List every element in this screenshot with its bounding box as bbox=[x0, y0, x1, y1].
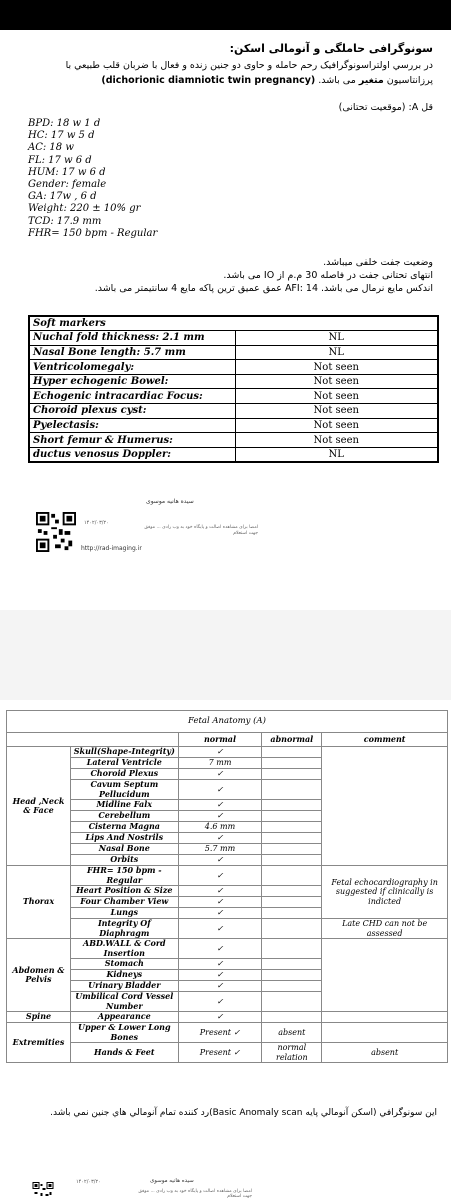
anatomy-item: Choroid Plexus bbox=[70, 769, 178, 780]
table-row bbox=[29, 389, 438, 404]
anatomy-normal: ✓ bbox=[178, 959, 262, 970]
anatomy-item: Lips And Nostrils bbox=[70, 833, 178, 844]
anatomy-item: Cisterna Magna bbox=[70, 822, 178, 833]
table-row bbox=[29, 447, 438, 462]
anatomy-abnormal bbox=[262, 747, 322, 758]
marker-label: Echogenic intracardiac Focus: bbox=[29, 389, 235, 404]
intro-english: (dichorionic diamniotic twin pregnancy) bbox=[101, 75, 316, 86]
basic-anomaly-note: این سونوگرافي (اسکن آنومالي پایه Basic Anomaly scan)رد کننده تمام آنومالي هاي جنين نمي باشد. bbox=[50, 1108, 437, 1118]
region-extremities: Extremities bbox=[7, 1023, 71, 1063]
anatomy-abnormal bbox=[262, 866, 322, 886]
soft-markers-header-row bbox=[29, 316, 438, 331]
table-row bbox=[29, 433, 438, 448]
anatomy-abnormal bbox=[262, 939, 322, 959]
anatomy-item: Midline Falx bbox=[70, 800, 178, 811]
biometry-item: TCD: 17.9 mm bbox=[28, 215, 102, 227]
biometry-item: HUM: 17 w 6 d bbox=[28, 166, 106, 178]
anatomy-normal: ✓ bbox=[178, 1012, 262, 1023]
signature-date: ۱۴۰۲/۰۳/۲۰ bbox=[84, 520, 109, 526]
anatomy-abnormal bbox=[262, 1012, 322, 1023]
report-title: سونوگرافی حاملگی و آنومالی اسکن: bbox=[229, 42, 433, 55]
twin-a-label: قل A: (موقعیت تحتانی) bbox=[338, 102, 433, 113]
anatomy-comment bbox=[322, 1023, 448, 1043]
anatomy-item: Hands & Feet bbox=[70, 1043, 178, 1063]
table-row bbox=[7, 866, 448, 886]
anatomy-comment-spine bbox=[322, 1012, 448, 1023]
region-spine: Spine bbox=[7, 1012, 71, 1023]
col-abnormal: abnormal bbox=[262, 733, 322, 747]
anatomy-normal: ✓ bbox=[178, 811, 262, 822]
signature-note: امضا برای مشاهده اصالت و پایگاه خود به وب رادی ... موفق جهت استعلام bbox=[138, 1189, 252, 1199]
anatomy-normal: ✓ bbox=[178, 992, 262, 1012]
table-row bbox=[29, 345, 438, 360]
thorax-comment-chd: Late CHD can not be assessed bbox=[322, 919, 448, 939]
marker-label: ductus venosus Doppler: bbox=[29, 447, 235, 462]
biometry-item: GA: 17w , 6 d bbox=[28, 191, 97, 203]
anatomy-normal: Present ✓ bbox=[178, 1043, 262, 1063]
biometry-item: AC: 18 w bbox=[28, 142, 74, 154]
anatomy-abnormal bbox=[262, 908, 322, 919]
anatomy-item: Cavum Septum Pellucidum bbox=[70, 780, 178, 800]
col-normal: normal bbox=[178, 733, 262, 747]
table-row bbox=[29, 404, 438, 419]
biometry-item: BPD: 18 w 1 d bbox=[28, 118, 101, 129]
anatomy-normal: ✓ bbox=[178, 780, 262, 800]
anatomy-normal: ✓ bbox=[178, 919, 262, 939]
anatomy-item: Umbilical Cord Vessel Number bbox=[70, 992, 178, 1012]
anatomy-normal: ✓ bbox=[178, 908, 262, 919]
anatomy-abnormal bbox=[262, 886, 322, 897]
table-row bbox=[29, 374, 438, 389]
anatomy-item: Integrity Of Diaphragm bbox=[70, 919, 178, 939]
anatomy-normal: ✓ bbox=[178, 897, 262, 908]
marker-label: Nuchal fold thickness: 2.1 mm bbox=[29, 331, 235, 346]
qr-code-icon[interactable] bbox=[36, 512, 76, 552]
anatomy-normal: ✓ bbox=[178, 981, 262, 992]
biometry-item: FHR= 150 bpm - Regular bbox=[28, 227, 158, 239]
anatomy-item: Lungs bbox=[70, 908, 178, 919]
marker-label: Hyper echogenic Bowel: bbox=[29, 374, 235, 389]
anatomy-abnormal bbox=[262, 970, 322, 981]
marker-label: Nasal Bone length: 5.7 mm bbox=[29, 345, 235, 360]
marker-label: Choroid plexus cyst: bbox=[29, 404, 235, 419]
top-black-bar bbox=[0, 0, 451, 30]
anatomy-item: Orbits bbox=[70, 855, 178, 866]
anatomy-abnormal bbox=[262, 822, 322, 833]
anatomy-abnormal bbox=[262, 855, 322, 866]
signer-name: سیده هانیه موسوی bbox=[150, 1178, 194, 1184]
page-gap bbox=[0, 610, 451, 700]
marker-value: Not seen bbox=[235, 404, 438, 419]
anatomy-title: Fetal Anatomy (A) bbox=[7, 711, 448, 733]
anatomy-normal: ✓ bbox=[178, 939, 262, 959]
anatomy-normal: ✓ bbox=[178, 800, 262, 811]
region-head: Head ,Neck & Face bbox=[7, 747, 71, 866]
anatomy-item: Appearance bbox=[70, 1012, 178, 1023]
signature-date: ۱۴۰۲/۰۳/۲۰ bbox=[76, 1179, 101, 1185]
marker-value: Not seen bbox=[235, 418, 438, 433]
anatomy-normal: ✓ bbox=[178, 769, 262, 780]
anatomy-abnormal bbox=[262, 981, 322, 992]
col-comment: comment bbox=[322, 733, 448, 747]
marker-value: Not seen bbox=[235, 360, 438, 375]
marker-value: Not seen bbox=[235, 374, 438, 389]
table-row bbox=[7, 1043, 448, 1063]
fetal-anatomy-table bbox=[6, 710, 448, 1063]
anatomy-abnormal: absent bbox=[262, 1023, 322, 1043]
table-row bbox=[7, 939, 448, 959]
marker-value: NL bbox=[235, 331, 438, 346]
anatomy-abnormal: normal relation bbox=[262, 1043, 322, 1063]
signature-block bbox=[36, 480, 256, 570]
anatomy-normal: 5.7 mm bbox=[178, 844, 262, 855]
anatomy-abnormal bbox=[262, 811, 322, 822]
report-intro bbox=[13, 58, 433, 88]
anatomy-comment-abdomen bbox=[322, 939, 448, 1012]
intro-pre: پرزانتاسیون bbox=[383, 75, 433, 86]
anatomy-normal: ✓ bbox=[178, 886, 262, 897]
biometry-item: FL: 17 w 6 d bbox=[28, 154, 92, 166]
anatomy-normal: ✓ bbox=[178, 747, 262, 758]
biometry-item: Weight: 220 ± 10% gr bbox=[28, 203, 141, 215]
anatomy-item: FHR= 150 bpm - Regular bbox=[70, 866, 178, 886]
anatomy-abnormal bbox=[262, 780, 322, 800]
anatomy-item: Four Chamber View bbox=[70, 897, 178, 908]
anatomy-normal: ✓ bbox=[178, 866, 262, 886]
region-thorax: Thorax bbox=[7, 866, 71, 939]
biometry-item: Gender: female bbox=[28, 179, 107, 191]
signature-block-2 bbox=[32, 1178, 252, 1200]
table-row bbox=[7, 919, 448, 939]
anatomy-abnormal bbox=[262, 919, 322, 939]
anatomy-normal: Present ✓ bbox=[178, 1023, 262, 1043]
anatomy-item: Stomach bbox=[70, 959, 178, 970]
placenta-line-2: انتهای تحتانی جفت در فاصله 30 م.م از IO می باشد. bbox=[223, 270, 433, 281]
table-row bbox=[7, 747, 448, 758]
qr-code-icon[interactable] bbox=[32, 1182, 54, 1200]
marker-value: NL bbox=[235, 345, 438, 360]
header-blank bbox=[7, 733, 179, 747]
anatomy-abnormal bbox=[262, 844, 322, 855]
anatomy-normal: ✓ bbox=[178, 970, 262, 981]
anatomy-item: Cerebellum bbox=[70, 811, 178, 822]
intro-line-1: در بررسي اولتراسونوگرافيک رحم حامله و حاوی دو جنین زنده و فعال با ضربان قلب طبیعي با bbox=[65, 60, 433, 71]
table-row bbox=[29, 418, 438, 433]
anatomy-item: Nasal Bone bbox=[70, 844, 178, 855]
anatomy-item: Urinary Bladder bbox=[70, 981, 178, 992]
thorax-comment-echo: Fetal echocardiography in suggested if clinically is indicted bbox=[322, 866, 448, 919]
intro-bold: متغیر bbox=[358, 75, 384, 86]
anatomy-item: Upper & Lower Long Bones bbox=[70, 1023, 178, 1043]
marker-label: Short femur & Humerus: bbox=[29, 433, 235, 448]
anatomy-comment-head bbox=[322, 747, 448, 866]
placenta-section bbox=[13, 256, 433, 295]
anatomy-abnormal bbox=[262, 769, 322, 780]
marker-value: Not seen bbox=[235, 389, 438, 404]
signer-name: سیده هانیه موسوی bbox=[146, 498, 194, 505]
anatomy-normal: ✓ bbox=[178, 833, 262, 844]
intro-post: می باشد. bbox=[315, 75, 359, 86]
report-page-2 bbox=[0, 700, 451, 1200]
marker-value: Not seen bbox=[235, 433, 438, 448]
biometry-list bbox=[28, 118, 157, 240]
intro-line-2 bbox=[13, 73, 433, 88]
biometry-item: HC: 17 w 5 d bbox=[28, 130, 95, 142]
soft-markers-table bbox=[28, 315, 439, 463]
marker-value: NL bbox=[235, 447, 438, 462]
region-abdomen: Abdomen & Pelvis bbox=[7, 939, 71, 1012]
anatomy-item: Skull(Shape-Integrity) bbox=[70, 747, 178, 758]
placenta-line-3: اندکس مایع نرمال می باشد. AFI: 14 عمق عمیق ترین پاکه مایع 4 سانتیمتر می باشد. bbox=[94, 283, 433, 294]
signature-note: امضا برای مشاهده اصالت و پایگاه خود به وب رادی ... موفق جهت استعلام bbox=[144, 525, 258, 536]
soft-markers-header: Soft markers bbox=[29, 316, 438, 331]
anatomy-abnormal bbox=[262, 833, 322, 844]
marker-label: Pyelectasis: bbox=[29, 418, 235, 433]
anatomy-header-row bbox=[7, 733, 448, 747]
marker-label: Ventricolomegaly: bbox=[29, 360, 235, 375]
table-row bbox=[29, 360, 438, 375]
table-row bbox=[29, 331, 438, 346]
anatomy-item: ABD.WALL & Cord Insertion bbox=[70, 939, 178, 959]
anatomy-abnormal bbox=[262, 758, 322, 769]
anatomy-item: Kidneys bbox=[70, 970, 178, 981]
anatomy-title-row bbox=[7, 711, 448, 733]
placenta-line-1: وضعیت جفت خلفی میباشد. bbox=[323, 257, 433, 268]
anatomy-normal: 7 mm bbox=[178, 758, 262, 769]
anatomy-abnormal bbox=[262, 992, 322, 1012]
report-page-1 bbox=[0, 30, 451, 610]
signature-url-link[interactable]: http://rad-imaging.ir bbox=[81, 545, 142, 552]
anatomy-abnormal bbox=[262, 897, 322, 908]
table-row bbox=[7, 1023, 448, 1043]
anatomy-comment: absent bbox=[322, 1043, 448, 1063]
anatomy-abnormal bbox=[262, 959, 322, 970]
anatomy-item: Heart Position & Size bbox=[70, 886, 178, 897]
anatomy-normal: ✓ bbox=[178, 855, 262, 866]
anatomy-normal: 4.6 mm bbox=[178, 822, 262, 833]
anatomy-item: Lateral Ventricle bbox=[70, 758, 178, 769]
anatomy-abnormal bbox=[262, 800, 322, 811]
table-row bbox=[7, 1012, 448, 1023]
